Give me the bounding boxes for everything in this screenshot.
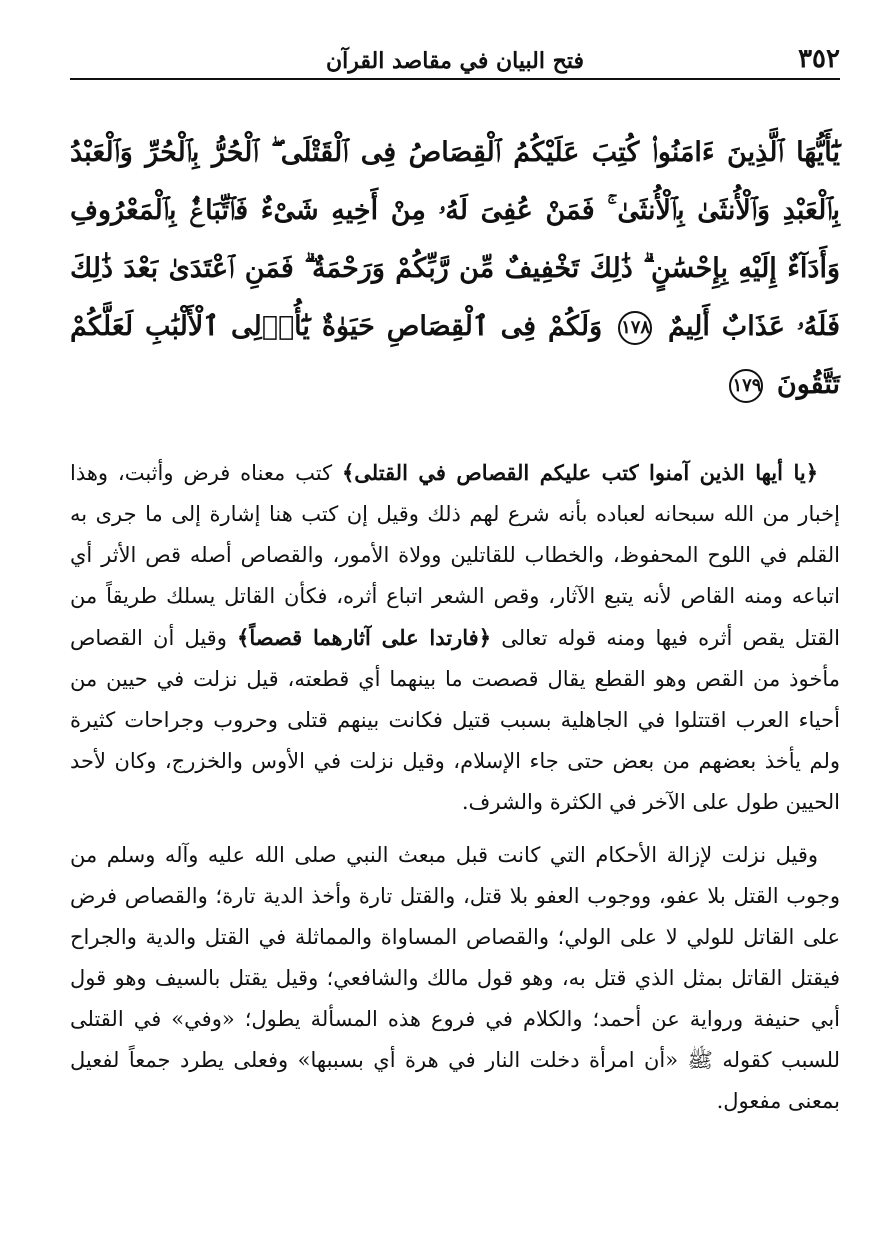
commentary-paragraph: وقيل نزلت لإزالة الأحكام التي كانت قبل مبعث النبي صلى الله عليه وآله وسلم من وجوب القتل بلا عفو، ووجوب العفو بلا قتل، والقتل تارة وأخذ الدية تارة؛ والقصاص فرض على القاتل للولي لا على الولي؛ والقصاص المساواة والمماثلة في القتل والدية والجراح فيقتل القاتل بمثل الذي قتل به، وهو قول مالك والشافعي؛ وقيل يقتل بالسيف وهو قول أبي حنيفة ورواية عن أحمد؛ والكلام في فروع هذه المسألة يطول؛ «وفي» في القتلى للسبب كقوله ﷺ «أن امرأة دخلت النار في هرة أي بسببها» وفعلى يطرد جمعاً لفعيل بمعنى مفعول. <box>70 843 840 1113</box>
verse-text-178: يَٰٓأَيُّهَا ٱلَّذِينَ ءَامَنُوا۟ كُتِبَ عَلَيْكُمُ ٱلْقِصَاصُ فِى ٱلْقَتْلَى ۖ ٱلْحُرُّ بِٱلْحُرِّ وَٱلْعَبْدُ بِٱلْعَبْدِ وَٱلْأُنثَىٰ بِٱلْأُنثَىٰ ۚ فَمَنْ عُفِىَ لَهُۥ مِنْ أَخِيهِ شَىْءٌ فَٱتِّبَاعٌۢ بِٱلْمَعْرُوفِ وَأَدَآءٌ إِلَيْهِ بِإِحْسَٰنٍ ۗ ذَٰلِكَ تَخْفِيفٌ مِّن رَّبِّكُمْ وَرَحْمَةٌ ۗ فَمَنِ ٱعْتَدَىٰ بَعْدَ ذَٰلِكَ فَلَهُۥ عَذَابٌ أَلِيمٌ <box>70 137 840 342</box>
verse-quote: ﴿يا أيها الذين آمنوا كتب عليكم القصاص في القتلى﴾ <box>341 460 818 485</box>
running-title: فتح البيان في مقاصد القرآن <box>326 48 584 74</box>
verse-number-marker: ١٧٩ <box>729 369 763 403</box>
paragraph-text: وقيل أن القصاص مأخوذ من القص وهو القطع يقال قصصت ما بينهما أي قطعته، قيل نزلت في حيين من أحياء العرب اقتتلوا في الجاهلية بسبب قتيل فكانت بينهم قتلى وحروب وجراحات كثيرة ولم يأخذ بعضهم من بعض حتى جاء الإسلام، وقيل نزلت في الأوس والخزرج، وكان لأحد الحيين طول على الآخر في الكثرة والشرف. <box>70 626 840 814</box>
quran-verse-block <box>70 124 840 414</box>
commentary-text <box>70 452 840 1122</box>
commentary-paragraph <box>70 452 840 823</box>
book-page <box>70 38 840 1228</box>
verse-number-marker: ١٧٨ <box>618 311 652 345</box>
paragraph-text: كتب معناه فرض وأثبت، وهذا إخبار من الله سبحانه لعباده بأنه شرع لهم ذلك وقيل إن كتب هنا إشارة إلى ما جرى به القلم في اللوح المحفوظ، والخطاب للقاتلين وولاة الأمور، والقصاص أصله قص الأثر أي اتباعه ومنه القاص لأنه يتبع الآثار، وقص الشعر اتباع أثره، فكأن القاتل يسلك طريقاً من القتل يقص أثره فيها ومنه قوله تعالى <box>70 461 841 650</box>
page-header <box>70 38 840 80</box>
verse-text-179: وَلَكُمْ فِى ٱلْقِصَاصِ حَيَوٰةٌ يَٰٓأُو۟لِى ٱلْأَلْبَٰبِ لَعَلَّكُمْ تَتَّقُونَ <box>70 311 840 400</box>
page-number: ٣٥٢ <box>798 44 840 74</box>
verse-quote: ﴿فارتدا على آثارهما قصصاً﴾ <box>237 625 492 650</box>
